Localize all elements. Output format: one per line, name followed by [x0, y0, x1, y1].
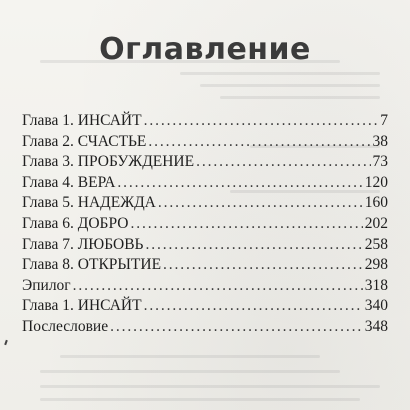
toc-entry[interactable] — [22, 153, 388, 174]
toc-entry-page: 258 — [364, 235, 388, 253]
show-through-line — [200, 84, 380, 87]
dot-leader — [144, 297, 363, 315]
dot-leader — [145, 236, 362, 254]
toc-entry-page: 120 — [364, 173, 388, 191]
toc-entry[interactable] — [22, 236, 388, 257]
toc-entry-label: Глава 5. НАДЕЖДА — [22, 194, 156, 212]
dot-leader — [148, 133, 370, 151]
toc-entry[interactable] — [22, 277, 388, 298]
toc-entry-page: 73 — [372, 153, 388, 171]
dot-leader — [130, 215, 362, 233]
dot-leader — [110, 318, 363, 336]
toc-entry-label: Глава 2. СЧАСТЬЕ — [22, 132, 147, 150]
toc-entry[interactable] — [22, 112, 388, 133]
toc-entry[interactable] — [22, 194, 388, 215]
show-through-line — [180, 72, 380, 75]
toc-entry[interactable] — [22, 133, 388, 154]
toc-entry-label: Эпилог — [22, 276, 71, 294]
toc-entry-page: 38 — [372, 132, 388, 150]
toc-entry[interactable] — [22, 297, 388, 318]
dot-leader — [158, 194, 363, 212]
show-through-line — [40, 370, 340, 373]
toc-entry[interactable] — [22, 174, 388, 195]
toc-entry-label: Послесловие — [22, 317, 109, 335]
page-title: Оглавление — [99, 32, 311, 68]
toc-entry-page: 348 — [364, 317, 388, 335]
toc-entry-label: Глава 1. ИНСАЙТ — [22, 297, 142, 315]
toc-entry-label: Глава 3. ПРОБУЖДЕНИЕ — [22, 153, 195, 171]
dot-leader — [163, 256, 363, 274]
toc-entry-page: 340 — [364, 297, 388, 315]
toc-entry-page: 298 — [364, 256, 388, 274]
toc-entry-label: Глава 1. ИНСАЙТ — [22, 112, 142, 129]
print-mark — [4, 340, 8, 345]
show-through-line — [220, 96, 380, 99]
toc-entry[interactable] — [22, 256, 388, 277]
show-through-line — [60, 355, 320, 358]
toc-entry-label: Глава 6. ДОБРО — [22, 214, 129, 232]
dot-leader — [117, 174, 362, 192]
dot-leader — [196, 153, 370, 171]
toc-entry-page: 202 — [364, 214, 388, 232]
toc-entry-page: 160 — [364, 194, 388, 212]
toc-entry-page: 318 — [364, 276, 388, 294]
table-of-contents — [22, 112, 388, 339]
dot-leader — [144, 112, 379, 130]
show-through-line — [40, 398, 360, 401]
dot-leader — [73, 277, 363, 295]
toc-entry[interactable] — [22, 215, 388, 236]
toc-entry-label: Глава 8. ОТКРЫТИЕ — [22, 256, 162, 274]
toc-entry-label: Глава 4. ВЕРА — [22, 173, 116, 191]
toc-entry-page: 7 — [380, 112, 388, 129]
toc-entry[interactable] — [22, 318, 388, 339]
show-through-line — [40, 385, 380, 388]
toc-entry-label: Глава 7. ЛЮБОВЬ — [22, 235, 144, 253]
